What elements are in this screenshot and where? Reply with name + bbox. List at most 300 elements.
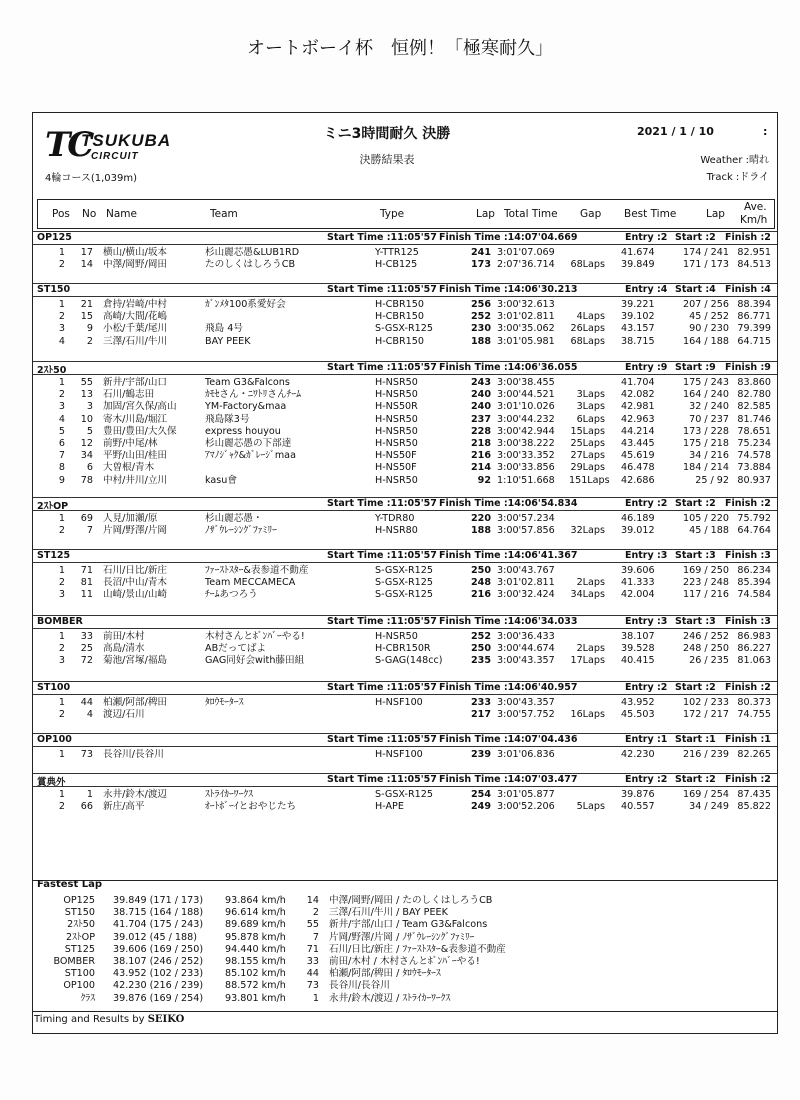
fl-speed: 96.614 km/h: [225, 907, 286, 919]
cell-lap: 220: [470, 513, 491, 524]
fl-speed: 89.689 km/h: [225, 919, 286, 931]
class-header: [33, 497, 777, 511]
class-block: [33, 361, 777, 487]
fl-driver-team: 柏瀬/阿部/稗田 / ﾀﾛｳﾓｰﾀｰｽ: [329, 968, 441, 980]
cell-avg-speed: 64.715: [737, 335, 771, 347]
cell-pos: 1: [58, 513, 65, 524]
cell-lap: 248: [470, 577, 491, 589]
cell-name: 寄木/川島/堀江: [103, 413, 168, 425]
cell-name: 前野/中尾/林: [103, 437, 158, 449]
class-header: [33, 733, 777, 747]
cell-pos: 1: [58, 247, 65, 258]
class-header: [33, 283, 777, 297]
cell-pos: 4: [58, 413, 65, 425]
fl-lap-time: 39.606 (169 / 250): [113, 943, 204, 955]
table-row: [33, 789, 777, 801]
cell-avg-speed: 83.860: [737, 377, 771, 388]
cell-pos: 3: [58, 401, 65, 413]
cell-best-lap: 246 / 252: [683, 631, 729, 642]
cell-gap: 26Laps: [570, 323, 605, 335]
cell-best-lap: 207 / 256: [683, 299, 729, 310]
fl-lap-time: 39.876 (169 / 254): [113, 992, 204, 1004]
class-start-count: Start :2: [675, 774, 716, 785]
cell-gap: 15Laps: [570, 425, 605, 437]
cell-gap: 16Laps: [570, 709, 605, 721]
cell-lap: 218: [470, 437, 491, 449]
cell-team: ﾀﾛｳﾓｰﾀｰｽ: [205, 697, 244, 708]
fl-number: 14: [306, 895, 319, 906]
table-row: [33, 565, 777, 577]
cell-best-time: 39.528: [621, 643, 655, 655]
cell-no: 5: [86, 425, 93, 437]
cell-total-time: 3:00'43.357: [497, 697, 555, 708]
class-finish-count: Finish :2: [725, 682, 771, 693]
cell-type: H-NSR50: [375, 631, 418, 642]
class-entry-count: Entry :3: [625, 550, 668, 561]
cell-gap: 17Laps: [570, 655, 605, 667]
fastest-lap-row: [33, 968, 777, 980]
cell-best-time: 43.157: [621, 323, 655, 335]
cell-total-time: 3:00'32.613: [497, 299, 555, 310]
table-row: [33, 377, 777, 389]
col-name: Name: [106, 208, 137, 220]
cell-name: 人見/加瀬/原: [103, 513, 158, 524]
cell-best-lap: 216 / 239: [683, 749, 729, 760]
fl-speed: 95.878 km/h: [225, 931, 286, 943]
class-finish-count: Finish :3: [725, 550, 771, 561]
fl-class: BOMBER: [53, 955, 95, 967]
cell-team: ﾉｻﾞｳﾚｰｼﾝｸﾞﾌｧﾐﾘｰ: [205, 525, 277, 537]
table-row: [33, 389, 777, 401]
cell-pos: 2: [58, 577, 65, 589]
cell-team: 飛島隊3号: [205, 413, 250, 425]
table-row: [33, 643, 777, 655]
cell-gap: 2Laps: [576, 577, 605, 589]
cell-type: H-NSR50: [375, 413, 418, 425]
class-start-time: Start Time :11:05'57: [327, 232, 437, 243]
cell-lap: 214: [470, 462, 491, 474]
fastest-lap-title: Fastest Lap: [37, 879, 102, 890]
class-finish-time: Finish Time :14:06'34.033: [439, 616, 578, 627]
cell-lap: 241: [470, 247, 491, 258]
cell-best-lap: 117 / 216: [683, 589, 729, 601]
class-name: ST100: [37, 682, 71, 693]
page-title: オートボーイ杯 恒例！「極寒耐久」: [247, 38, 553, 59]
cell-team: 杉山麗芯愚&LUB1RD: [205, 247, 300, 258]
cell-total-time: 3:01'02.811: [497, 577, 555, 589]
cell-best-lap: 26 / 235: [689, 655, 729, 667]
cell-lap: 256: [470, 299, 491, 310]
cell-pos: 1: [58, 377, 65, 388]
cell-type: H-CB125: [375, 259, 418, 271]
cell-best-time: 39.849: [621, 259, 655, 271]
cell-best-lap: 175 / 218: [683, 437, 729, 449]
cell-team: ABだってばよ: [205, 643, 267, 655]
cell-avg-speed: 84.513: [737, 259, 771, 271]
cell-lap: 239: [470, 749, 491, 760]
fl-class: ST150: [64, 907, 95, 919]
table-row: [33, 655, 777, 667]
col-best-time: Best Time: [624, 208, 677, 220]
cell-best-lap: 248 / 250: [683, 643, 729, 655]
cell-no: 33: [80, 631, 93, 642]
cell-type: H-NSR50: [375, 377, 418, 388]
col-best-lap: Lap: [706, 208, 725, 220]
cell-total-time: 3:00'36.433: [497, 631, 555, 642]
cell-avg-speed: 85.822: [737, 801, 771, 813]
cell-lap: 92: [477, 474, 491, 486]
table-row: [33, 323, 777, 335]
table-row: [33, 247, 777, 259]
cell-name: 中澤/岡野/岡田: [103, 259, 168, 271]
cell-lap: 243: [470, 377, 491, 388]
cell-type: H-NSF100: [375, 697, 423, 708]
class-header: [33, 615, 777, 629]
table-row: [33, 259, 777, 271]
cell-pos: 2: [58, 525, 65, 537]
cell-total-time: 3:00'43.767: [497, 565, 555, 576]
fastest-lap-row: [33, 919, 777, 931]
cell-type: H-NSR50: [375, 389, 418, 401]
cell-best-time: 38.107: [621, 631, 655, 642]
cell-team: ｶﾓｾさん・ﾆﾜﾄﾘさんﾁｰﾑ: [205, 389, 301, 401]
cell-total-time: 3:00'38.222: [497, 437, 555, 449]
cell-no: 9: [86, 323, 93, 335]
cell-name: 新井/宇部/山口: [103, 377, 168, 388]
cell-lap: 188: [470, 525, 491, 537]
fl-driver-team: 石川/日比/新庄 / ﾌｧｰｽﾄｽﾀｰ&表参道不動産: [329, 943, 506, 955]
cell-avg-speed: 80.373: [737, 697, 771, 708]
cell-total-time: 3:01'05.981: [497, 335, 555, 347]
cell-no: 2: [86, 335, 93, 347]
cell-type: H-CBR150: [375, 335, 424, 347]
cell-lap: 254: [470, 789, 491, 800]
cell-total-time: 3:00'38.455: [497, 377, 555, 388]
table-row: [33, 475, 777, 487]
cell-no: 44: [80, 697, 93, 708]
fastest-lap-box: [32, 880, 778, 1012]
cell-no: 15: [80, 311, 93, 323]
weather-info: Weather :晴れ: [700, 155, 769, 166]
cell-total-time: 3:00'43.357: [497, 655, 555, 667]
cell-name: 渡辺/石川: [103, 709, 145, 721]
cell-avg-speed: 75.234: [737, 437, 771, 449]
cell-avg-speed: 74.755: [737, 709, 771, 721]
cell-gap: 68Laps: [570, 335, 605, 347]
cell-total-time: 3:00'57.752: [497, 709, 555, 721]
cell-pos: 2: [58, 311, 65, 323]
cell-avg-speed: 82.585: [737, 401, 771, 413]
cell-type: S-GSX-R125: [375, 577, 433, 589]
cell-no: 73: [80, 749, 93, 760]
class-finish-count: Finish :3: [725, 616, 771, 627]
fl-driver-team: 中澤/岡野/岡田 / たのしくはしろうCB: [329, 895, 493, 906]
cell-name: 高崎/大間/花嶋: [103, 311, 168, 323]
col-type: Type: [380, 208, 405, 220]
cell-name: 石川/鶴志田: [103, 389, 155, 401]
cell-no: 4: [86, 709, 93, 721]
cell-no: 78: [80, 474, 93, 486]
col-team: Team: [210, 208, 238, 220]
cell-type: H-CBR150: [375, 299, 424, 310]
fl-number: 44: [306, 968, 319, 980]
fl-speed: 85.102 km/h: [225, 968, 286, 980]
cell-type: H-NS50R: [375, 401, 418, 413]
cell-best-time: 39.876: [621, 789, 655, 800]
cell-no: 3: [86, 401, 93, 413]
cell-best-time: 40.415: [621, 655, 655, 667]
cell-type: S-GSX-R125: [375, 789, 433, 800]
cell-avg-speed: 85.394: [737, 577, 771, 589]
cell-name: 片岡/野澤/片岡: [103, 525, 168, 537]
cell-lap: 216: [470, 589, 491, 601]
cell-team: YM-Factory&maa: [205, 401, 287, 413]
fastest-lap-row: [33, 932, 777, 944]
class-finish-time: Finish Time :14:06'36.055: [439, 362, 578, 373]
cell-avg-speed: 74.584: [737, 589, 771, 601]
cell-lap: 252: [470, 631, 491, 642]
class-finish-count: Finish :2: [725, 498, 771, 509]
cell-avg-speed: 73.884: [737, 462, 771, 474]
cell-total-time: 3:01'10.026: [497, 401, 555, 413]
cell-gap: 29Laps: [570, 462, 605, 474]
cell-name: 三澤/石川/牛川: [103, 335, 168, 347]
fl-number: 7: [312, 931, 319, 943]
fastest-lap-row: [33, 944, 777, 956]
class-block: [33, 549, 777, 602]
cell-pos: 1: [58, 299, 65, 310]
cell-lap: 235: [470, 655, 491, 667]
cell-total-time: 3:01'02.811: [497, 311, 555, 323]
cell-best-lap: 34 / 249: [689, 801, 729, 813]
cell-no: 14: [80, 259, 93, 271]
cell-gap: 151Laps: [569, 474, 610, 486]
cell-lap: 250: [470, 643, 491, 655]
cell-name: 豊田/豊田/大久保: [103, 425, 177, 437]
cell-team: kasu會: [205, 474, 237, 486]
race-subtitle: 決勝結果表: [359, 153, 415, 166]
class-finish-time: Finish Time :14:06'30.213: [439, 284, 578, 295]
cell-lap: 240: [470, 389, 491, 401]
fl-number: 71: [306, 943, 319, 955]
cell-total-time: 3:00'42.944: [497, 425, 555, 437]
class-finish-time: Finish Time :14:07'04.669: [439, 232, 578, 243]
cell-best-lap: 102 / 233: [683, 697, 729, 708]
cell-name: 平野/山田/桂田: [103, 450, 168, 462]
cell-best-time: 42.082: [621, 389, 655, 401]
class-entry-count: Entry :4: [625, 284, 668, 295]
cell-best-time: 42.963: [621, 413, 655, 425]
cell-type: H-NSR50: [375, 425, 418, 437]
cell-best-time: 41.704: [621, 377, 655, 388]
fl-driver-team: 長谷川/長谷川: [329, 980, 390, 992]
cell-type: H-APE: [375, 801, 404, 813]
class-header: [33, 231, 777, 245]
class-entry-count: Entry :2: [625, 498, 668, 509]
cell-name: 前田/木村: [103, 631, 145, 642]
cell-team: BAY PEEK: [205, 335, 251, 347]
cell-name: 横山/横山/坂本: [103, 247, 168, 258]
class-start-count: Start :2: [675, 232, 716, 243]
cell-pos: 1: [58, 749, 65, 760]
table-row: [33, 631, 777, 643]
cell-best-time: 39.606: [621, 565, 655, 576]
fl-number: 2: [312, 907, 319, 919]
cell-avg-speed: 87.435: [737, 789, 771, 800]
cell-total-time: 3:00'33.352: [497, 450, 555, 462]
cell-avg-speed: 74.578: [737, 450, 771, 462]
table-row: [33, 709, 777, 721]
class-header: [33, 549, 777, 563]
fl-speed: 88.572 km/h: [225, 980, 286, 992]
cell-best-time: 42.981: [621, 401, 655, 413]
cell-avg-speed: 86.983: [737, 631, 771, 642]
track-info: Track :ドライ: [706, 172, 769, 183]
cell-best-lap: 25 / 92: [695, 474, 729, 486]
class-start-count: Start :1: [675, 734, 716, 745]
table-row: [33, 525, 777, 537]
class-name: ST150: [37, 284, 71, 295]
cell-name: 山崎/景山/山崎: [103, 589, 168, 601]
fl-lap-time: 39.849 (171 / 173): [113, 895, 204, 906]
cell-gap: 68Laps: [570, 259, 605, 271]
class-start-count: Start :2: [675, 682, 716, 693]
fl-lap-time: 39.012 (45 / 188): [113, 931, 197, 943]
class-finish-time: Finish Time :14:07'03.477: [439, 774, 578, 785]
cell-name: 長谷川/長谷川: [103, 749, 164, 760]
cell-avg-speed: 78.651: [737, 425, 771, 437]
class-start-count: Start :4: [675, 284, 716, 295]
course-info: 4輪コース(1,039m): [45, 173, 138, 184]
cell-lap: 228: [470, 425, 491, 437]
class-finish-count: Finish :2: [725, 774, 771, 785]
fastest-lap-rows: [33, 895, 777, 1005]
cell-best-lap: 169 / 254: [683, 789, 729, 800]
fl-lap-time: 41.704 (175 / 243): [113, 919, 204, 931]
cell-total-time: 3:00'32.424: [497, 589, 555, 601]
cell-no: 55: [80, 377, 93, 388]
cell-total-time: 3:01'07.069: [497, 247, 555, 258]
cell-lap: 230: [470, 323, 491, 335]
cell-type: H-CBR150R: [375, 643, 431, 655]
cell-best-lap: 164 / 188: [683, 335, 729, 347]
cell-team: express houyou: [205, 425, 281, 437]
class-block: [33, 283, 777, 348]
cell-best-time: 38.715: [621, 335, 655, 347]
cell-no: 7: [86, 525, 93, 537]
cell-best-lap: 105 / 220: [683, 513, 729, 524]
seiko-logo: SEIKO: [147, 1014, 185, 1025]
cell-type: H-NSR50: [375, 474, 418, 486]
table-row: [33, 801, 777, 813]
fl-class: OP125: [63, 895, 95, 906]
class-block: [33, 681, 777, 721]
cell-lap: 237: [470, 413, 491, 425]
table-row: [33, 577, 777, 589]
cell-pos: 5: [58, 425, 65, 437]
cell-total-time: 3:00'35.062: [497, 323, 555, 335]
cell-best-time: 44.214: [621, 425, 655, 437]
cell-gap: 5Laps: [576, 801, 605, 813]
cell-type: H-NS50F: [375, 450, 417, 462]
table-row: [33, 299, 777, 311]
cell-gap: 3Laps: [576, 401, 605, 413]
cell-no: 6: [86, 462, 93, 474]
class-entry-count: Entry :2: [625, 232, 668, 243]
cell-best-lap: 90 / 230: [689, 323, 729, 335]
cell-pos: 2: [58, 709, 65, 721]
cell-best-lap: 34 / 216: [689, 450, 729, 462]
fl-driver-team: 片岡/野澤/片岡 / ﾉｻﾞｳﾚｰｼﾝｸﾞﾌｧﾐﾘｰ: [329, 931, 475, 943]
class-name: OP100: [37, 734, 72, 745]
fl-lap-time: 43.952 (102 / 233): [113, 968, 204, 980]
col-no: No: [82, 208, 97, 220]
fastest-lap-row: [33, 956, 777, 968]
fl-class: ST125: [64, 943, 95, 955]
cell-total-time: 3:00'57.234: [497, 513, 555, 524]
cell-gap: 25Laps: [570, 437, 605, 449]
cell-gap: 3Laps: [576, 389, 605, 401]
class-header: [33, 361, 777, 375]
cell-best-lap: 174 / 241: [683, 247, 729, 258]
cell-avg-speed: 86.227: [737, 643, 771, 655]
cell-lap: 249: [470, 801, 491, 813]
cell-best-time: 42.230: [621, 749, 655, 760]
cell-no: 13: [80, 389, 93, 401]
cell-name: 永井/鈴木/渡辺: [103, 789, 168, 800]
cell-best-time: 39.102: [621, 311, 655, 323]
cell-avg-speed: 82.951: [737, 247, 771, 258]
class-start-time: Start Time :11:05'57: [327, 616, 437, 627]
cell-avg-speed: 86.234: [737, 565, 771, 576]
col-kmh: Km/h: [740, 214, 768, 226]
cell-no: 21: [80, 299, 93, 310]
cell-team: Team MECCAMECA: [205, 577, 296, 589]
cell-team: 杉山麗芯愚の下部達: [205, 437, 292, 449]
cell-team: GAG同好会with藤田組: [205, 655, 305, 667]
cell-avg-speed: 81.063: [737, 655, 771, 667]
class-finish-count: Finish :9: [725, 362, 771, 373]
cell-team: ｽﾄﾗｲｶｰﾜｰｸｽ: [205, 789, 253, 800]
table-row: [33, 336, 777, 348]
cell-total-time: 3:00'44.232: [497, 413, 555, 425]
cell-name: 高島/清水: [103, 643, 145, 655]
table-row: [33, 438, 777, 450]
cell-best-time: 43.445: [621, 437, 655, 449]
cell-best-time: 42.686: [621, 474, 655, 486]
cell-no: 10: [80, 413, 93, 425]
fl-speed: 93.864 km/h: [225, 895, 286, 906]
cell-best-lap: 45 / 188: [689, 525, 729, 537]
cell-pos: 3: [58, 323, 65, 335]
fl-speed: 94.440 km/h: [225, 943, 286, 955]
column-header: [37, 199, 775, 229]
cell-total-time: 3:00'52.206: [497, 801, 555, 813]
cell-total-time: 2:07'36.714: [497, 259, 555, 271]
cell-lap: 252: [470, 311, 491, 323]
cell-best-lap: 172 / 217: [683, 709, 729, 721]
cell-no: 69: [80, 513, 93, 524]
class-finish-time: Finish Time :14:06'41.367: [439, 550, 578, 561]
cell-team: Team G3&Falcons: [205, 377, 290, 388]
table-row: [33, 589, 777, 601]
cell-best-lap: 45 / 252: [689, 311, 729, 323]
class-entry-count: Entry :2: [625, 774, 668, 785]
class-finish-count: Finish :4: [725, 284, 771, 295]
table-row: [33, 426, 777, 438]
class-start-time: Start Time :11:05'57: [327, 362, 437, 373]
class-finish-time: Finish Time :14:06'54.834: [439, 498, 578, 509]
